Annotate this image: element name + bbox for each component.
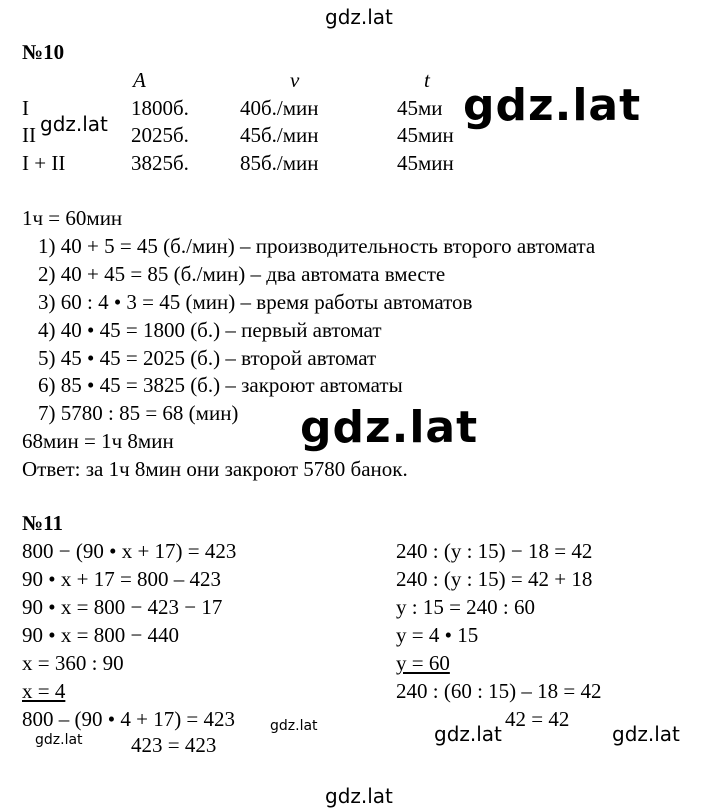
row-label: I + II [22, 151, 66, 175]
step: 7) 5780 : 85 = 68 (мин) [38, 401, 239, 425]
header-t: t [424, 68, 430, 92]
left-eq-check: 800 – (90 • 4 + 17) = 423 [22, 707, 236, 731]
step: 4) 40 • 45 = 1800 (б.) – первый автомат [38, 318, 382, 342]
left-eq: 90 • x + 17 = 800 – 423 [22, 567, 222, 591]
watermark-small-2: gdz.lat [434, 722, 502, 746]
left-eq-check-result: 423 = 423 [131, 733, 217, 757]
task11-title: №11 [22, 511, 63, 535]
task10-conversion: 68мин = 1ч 8мин [22, 429, 174, 453]
row-a: 2025б. [131, 123, 189, 147]
row-v: 85б./мин [240, 151, 319, 175]
step: 6) 85 • 45 = 3825 (б.) – закроют автоматы [38, 373, 403, 397]
task10-title: №10 [22, 40, 65, 64]
right-eq: y : 15 = 240 : 60 [396, 595, 536, 619]
step: 3) 60 : 4 • 3 = 45 (мин) – время работы автоматов [38, 290, 473, 314]
header-a: A [133, 68, 146, 92]
watermark-small-left: gdz.lat [40, 112, 108, 136]
watermark-tiny-1: gdz.lat [35, 732, 83, 748]
left-eq: x = 360 : 90 [22, 651, 124, 675]
watermark-tiny-2: gdz.lat [270, 718, 318, 734]
watermark-large-2: gdz.lat [300, 402, 479, 453]
right-eq: y = 4 • 15 [396, 623, 479, 647]
row-label: I [22, 96, 29, 120]
right-eq: 240 : (y : 15) − 18 = 42 [396, 539, 593, 563]
left-eq: 90 • x = 800 − 423 − 17 [22, 595, 223, 619]
watermark-small-3: gdz.lat [612, 722, 680, 746]
step: 5) 45 • 45 = 2025 (б.) – второй автомат [38, 346, 377, 370]
watermark-bottom: gdz.lat [325, 784, 393, 808]
left-eq: 90 • x = 800 − 440 [22, 623, 180, 647]
left-eq: 800 − (90 • x + 17) = 423 [22, 539, 237, 563]
step: 2) 40 + 45 = 85 (б./мин) – два автомата вместе [38, 262, 446, 286]
left-eq-answer: x = 4 [22, 679, 66, 703]
row-v: 45б./мин [240, 123, 319, 147]
task10-answer: Ответ: за 1ч 8мин они закроют 5780 банок. [22, 457, 408, 481]
right-eq-answer: y = 60 [396, 651, 450, 675]
task10-intro: 1ч = 60мин [22, 206, 123, 230]
watermark-top: gdz.lat [325, 5, 393, 29]
right-eq-check: 240 : (60 : 15) – 18 = 42 [396, 679, 602, 703]
row-a: 1800б. [131, 96, 189, 120]
row-a: 3825б. [131, 151, 189, 175]
right-eq: 240 : (y : 15) = 42 + 18 [396, 567, 593, 591]
step: 1) 40 + 5 = 45 (б./мин) – производительность второго автомата [38, 234, 596, 258]
watermark-large-1: gdz.lat [463, 80, 642, 131]
row-label: II [22, 123, 36, 147]
row-t: 45мин [397, 123, 454, 147]
header-v: v [290, 68, 300, 92]
row-t: 45ми [397, 96, 443, 120]
row-t: 45мин [397, 151, 454, 175]
row-v: 40б./мин [240, 96, 319, 120]
right-eq-check-result: 42 = 42 [505, 707, 570, 731]
